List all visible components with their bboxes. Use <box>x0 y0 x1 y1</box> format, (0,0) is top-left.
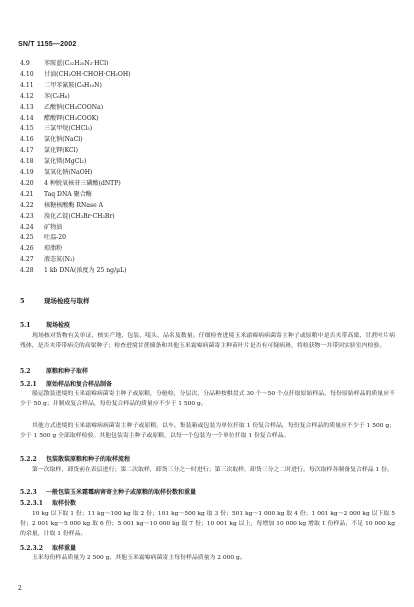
section-title: 一般包装玉米霜霉病害寄主种子或原粮的取样份数和重量 <box>46 489 197 496</box>
reagent-number: 4.9 <box>20 60 30 67</box>
reagent-item <box>20 267 127 275</box>
section-5-2-2-heading <box>20 454 130 463</box>
paragraph-5-1: 现场核对货物有关单证，核实产地、包装、唛头、品名及数量。仔细检查进境玉米霜霉病病菌寄主种子或原粮中是否夹带高梁、甘蔗叶片病残体，是否夹带带病壳的高梁种子；检查进境甘蔗插条和其他玉米霜霉病菌寄主种苗叶片是否有可疑病斑，将检获物一并带回实验室内检验。 <box>20 333 395 350</box>
reagent-item <box>20 213 115 221</box>
page-number: 2 <box>18 585 22 592</box>
reagent-item <box>20 180 121 188</box>
reagent-item <box>20 191 92 199</box>
reagent-name: 三氯甲烷(CHCl₃) <box>44 125 93 133</box>
section-5-heading <box>20 296 90 305</box>
reagent-name: 琼脂粉 <box>44 245 63 253</box>
reagent-name: 液态氮(N₂) <box>44 256 75 264</box>
reagent-number: 4.18 <box>20 158 34 166</box>
reagent-number: 4.15 <box>20 125 34 133</box>
reagent-item <box>20 93 70 101</box>
section-number: 5.2.3 <box>20 489 37 496</box>
section-5-2-3-heading <box>20 487 196 496</box>
reagent-name: 二甲苯氰胺(C₈H₁₀N) <box>44 81 102 89</box>
reagent-number: 4.22 <box>20 201 34 209</box>
reagent-number: 4.26 <box>20 245 34 253</box>
reagent-item <box>20 104 103 112</box>
reagent-item <box>20 60 108 68</box>
reagent-item <box>20 224 62 232</box>
reagent-name: 1 kb DNA(浓度为 25 ng/μL) <box>44 267 127 275</box>
section-number: 5.2.2 <box>20 456 37 463</box>
reagent-item <box>20 136 83 144</box>
reagent-number: 4.28 <box>20 267 34 275</box>
reagent-number: 4.14 <box>20 114 34 122</box>
section-title: 现场检疫 <box>46 322 71 329</box>
paragraph-5-2-2: 第一次取样，卸货前在表层进行；第二次取样，卸货三分之一时进行；第三次取样，卸货三分之二时进行。每次取样各制备复合样品 1 份。 <box>32 467 393 473</box>
paragraph-5-2-1-b: 其他方式进境的玉米霜霉病病菌寄主种子或原粮，以车、集装箱或包装为单位扦取 1 份复合样品，每份复合样品的质量应不少于 1 500 g；少于 1 500 g 全部取样检验。其他包装寄主种子或原粮，以每一个包装为一个单位扦取 1 份复合样品。 <box>20 423 395 440</box>
section-title: 包装散装原粮和种子的取样流程 <box>46 456 131 463</box>
reagent-number: 4.10 <box>20 70 34 78</box>
reagent-name: 氢氧化钠(NaOH) <box>44 169 93 176</box>
section-number: 5.2.3.2 <box>20 545 43 552</box>
reagent-name: 4 种脱氧核苷三磷酸(dNTP) <box>44 179 121 187</box>
reagent-name: 氯化钾(KCl) <box>44 147 79 155</box>
section-title: 原始样品和复合样品制备 <box>46 381 113 388</box>
reagent-number: 4.20 <box>20 179 34 187</box>
reagent-name: 甘油(CH₂OH·CHOH·CH₂OH) <box>44 70 131 78</box>
reagent-item <box>20 202 103 210</box>
reagent-item <box>20 82 102 90</box>
reagent-item <box>20 234 66 242</box>
section-5-2-3-2-heading <box>20 543 76 552</box>
reagent-number: 4.23 <box>20 212 34 220</box>
section-number: 5.1 <box>20 322 31 329</box>
reagent-name: 醋酸钾(CH₃COOK) <box>44 114 99 122</box>
reagent-number: 4.17 <box>20 147 34 155</box>
section-number: 5 <box>20 297 25 305</box>
reagent-number: 4.27 <box>20 256 34 264</box>
reagent-name: 氯化钠(NaCl) <box>44 136 83 144</box>
section-number: 5.2 <box>20 368 31 375</box>
reagent-number: 4.19 <box>20 169 34 176</box>
reagent-number: 4.13 <box>20 103 34 111</box>
reagent-name: 乙酸钠(CH₃COONa) <box>44 103 104 111</box>
section-5-2-heading <box>20 366 88 375</box>
section-number: 5.2.1 <box>20 381 37 388</box>
section-5-2-1-heading <box>20 379 112 388</box>
section-title: 现场检疫与取样 <box>44 297 90 305</box>
paragraph-5-2-3-1: 10 kg 以下取 1 份；11 kg～100 kg 取 2 份；101 kg～500 kg 取 3 份；501 kg～1 000 kg 取 4 份；1 001 kg～2 000 kg 以下取 5 份；2 001 kg～5 000 kg 取 6 份；5 001 kg～10 000 kg 取 7 份；10 001 kg 以上，每增加 10 000 kg 增取 1 份样品，不足 10 000 kg 的余量，计取 1 份样品。 <box>20 511 395 538</box>
document-header: SN/T 1155—2002 <box>18 41 77 48</box>
reagent-name: 苯(C₆H₆) <box>44 92 70 100</box>
paragraph-5-2-3-2: 玉米每份样品质量为 2 500 g，其他玉米霜霉病菌寄主每份样品质量为 2 000 g。 <box>32 555 246 561</box>
section-title: 取样重量 <box>52 545 77 552</box>
reagent-name: 矿物油 <box>44 223 63 231</box>
reagent-name: 苯胺蓝(C₃₂H₂₅N₃·HCl) <box>44 60 109 67</box>
paragraph-5-2-1-a: 船运散装进境的玉米霜霉病菌寄主种子或原粮，分舱检，分层次，分品种按棋盘式 30 个～50 个点扦取原始样品，每份原始样品的质量应不少于 50 g；并制成复合样品，每份复合样品的质量应不少于 1 500 g。 <box>20 391 395 408</box>
reagent-name: 溴化乙锭(CH₃Br·CH₂Br) <box>44 212 115 220</box>
reagent-number: 4.11 <box>20 81 34 89</box>
reagent-number: 4.24 <box>20 223 34 231</box>
reagent-number: 4.16 <box>20 136 34 144</box>
reagent-item <box>20 256 75 264</box>
reagent-item <box>20 147 78 155</box>
reagent-number: 4.12 <box>20 92 34 100</box>
section-title: 取样份数 <box>52 500 77 507</box>
reagent-name: 吐温-20 <box>44 234 67 242</box>
section-title: 原粮和种子取样 <box>46 368 89 375</box>
reagent-number: 4.25 <box>20 234 34 242</box>
reagent-item <box>20 169 92 177</box>
reagent-item <box>20 158 86 166</box>
section-5-2-3-1-heading <box>20 498 76 507</box>
reagent-item <box>20 125 92 133</box>
reagent-name: 核糖核酸酶 RNase A <box>44 201 104 209</box>
reagent-name: 氯化镁(MgCl₂) <box>44 158 87 166</box>
reagent-item <box>20 115 99 123</box>
section-5-1-heading <box>20 320 70 329</box>
section-number: 5.2.3.1 <box>20 500 43 507</box>
reagent-number: 4.21 <box>20 190 34 198</box>
reagent-item <box>20 71 131 79</box>
reagent-name: Taq DNA 聚合酶 <box>44 190 92 198</box>
reagent-item <box>20 245 62 253</box>
